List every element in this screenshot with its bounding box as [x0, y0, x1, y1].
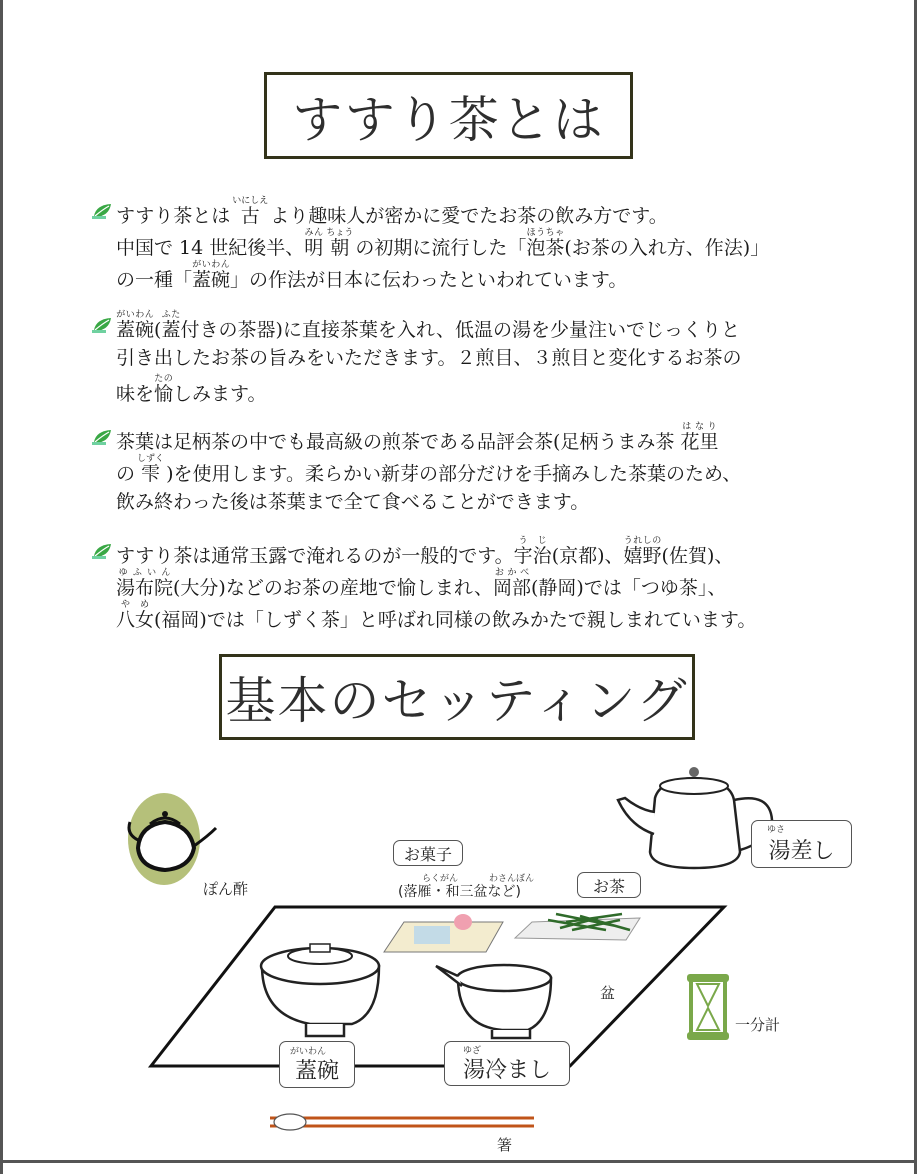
- text-run: 飲み終わった後は茶葉まで全て食べることができます。: [116, 491, 590, 513]
- text-run: すすり茶は通常玉露で淹れるのが一般的です。: [116, 545, 514, 567]
- hourglass-timer-icon: [687, 974, 729, 1040]
- ruby-word: 朝ちょう: [326, 228, 354, 259]
- text-run: (大分)などのお茶の産地で愉しまれ、: [173, 577, 493, 599]
- bon-label: 盆: [600, 984, 616, 1002]
- text-run: しみます。: [173, 383, 267, 405]
- text-run: (佐賀)、: [661, 545, 734, 567]
- text-run: 付きの茶器)に直接茶葉を入れ、低温の湯を少量注いでじっくりと: [180, 319, 741, 341]
- ruby-word: 岡部おかべ: [492, 568, 531, 599]
- ruby-word: 蓋碗がいわん: [192, 260, 231, 291]
- text-run: (福岡)では「しずく茶」と呼ばれ同様の飲みかたで親しまれています。: [154, 609, 757, 631]
- ruby-word: 古いにしえ: [232, 196, 269, 227]
- okashi-label: お菓子: [393, 840, 463, 866]
- ippunkei-label: 一分計: [735, 1016, 781, 1034]
- yuzamashi-text: 湯冷まし: [462, 1058, 551, 1083]
- ruby-word: 嬉野うれしの: [623, 536, 662, 567]
- text-run: 」の作法が日本に伝わったといわれています。: [230, 269, 628, 291]
- yusashi-text: 湯差し: [768, 838, 835, 864]
- setting-title: 基本のセッティング: [219, 654, 695, 740]
- text-run: 茶葉は足柄茶の中でも最高級の煎茶である品評会茶(足柄うまみ茶: [116, 431, 681, 453]
- text-run: より趣味人が密かに愛でたお茶の飲み方です。: [264, 205, 668, 227]
- ruby-word: 花里はなり: [680, 422, 719, 453]
- intro-title: すすり茶とは: [264, 72, 633, 159]
- text-run: 中国で 14 世紀後半、: [116, 237, 305, 259]
- gaiwan-ruby: がいわん: [290, 1047, 327, 1057]
- okashi-note-ruby-2: わさんぼん: [489, 874, 535, 884]
- ruby-word: 泡茶ほうちゃ: [526, 228, 565, 259]
- text-run: の: [116, 463, 142, 485]
- ruby-word: 愉たの: [154, 374, 174, 405]
- ruby-word: 八女やめ: [116, 600, 155, 631]
- ocha-label: お茶: [577, 872, 641, 898]
- okashi-note: (落雁・和三盆など): [398, 884, 521, 900]
- text-run: 引き出したお茶の旨みをいただきます。２煎目、３煎目と変化するお茶の: [116, 347, 742, 369]
- okashi-note-ruby-1: らくがん: [422, 874, 459, 884]
- ponzu-pot-icon: [128, 793, 216, 885]
- ruby-word: 蓋ふた: [161, 310, 181, 341]
- text-run: (静岡)では「つゆ茶」、: [531, 577, 727, 599]
- ruby-word: 明みん: [304, 228, 324, 259]
- text-run: )を使用します。柔らかい新芽の部分だけを手摘みした茶葉のため、: [160, 463, 742, 485]
- ruby-word: 湯布院ゆふいん: [116, 568, 174, 599]
- yusashi-ruby: ゆさ: [767, 825, 786, 835]
- text-run: すすり茶とは: [116, 205, 237, 227]
- text-run: (: [154, 319, 162, 341]
- ruby-word: 宇治うじ: [513, 536, 552, 567]
- yusashi-kettle-icon: [618, 767, 772, 868]
- yuzamashi-ruby: ゆざ: [463, 1046, 482, 1056]
- ruby-word: 蓋碗がいわん: [116, 310, 155, 341]
- text-run: の一種「: [116, 269, 193, 291]
- text-run: の初期に流行した「: [349, 237, 527, 259]
- gaiwan-text: 蓋碗: [294, 1059, 339, 1084]
- hashi-label: 箸: [497, 1136, 513, 1154]
- ponzu-label: ぽん酢: [203, 880, 249, 898]
- chopsticks-icon: [270, 1114, 534, 1130]
- text-run: 味を: [116, 383, 155, 405]
- text-run: (お茶の入れ方、作法)」: [564, 237, 770, 259]
- ruby-word: 雫しずく: [137, 454, 165, 485]
- text-run: (京都)、: [551, 545, 624, 567]
